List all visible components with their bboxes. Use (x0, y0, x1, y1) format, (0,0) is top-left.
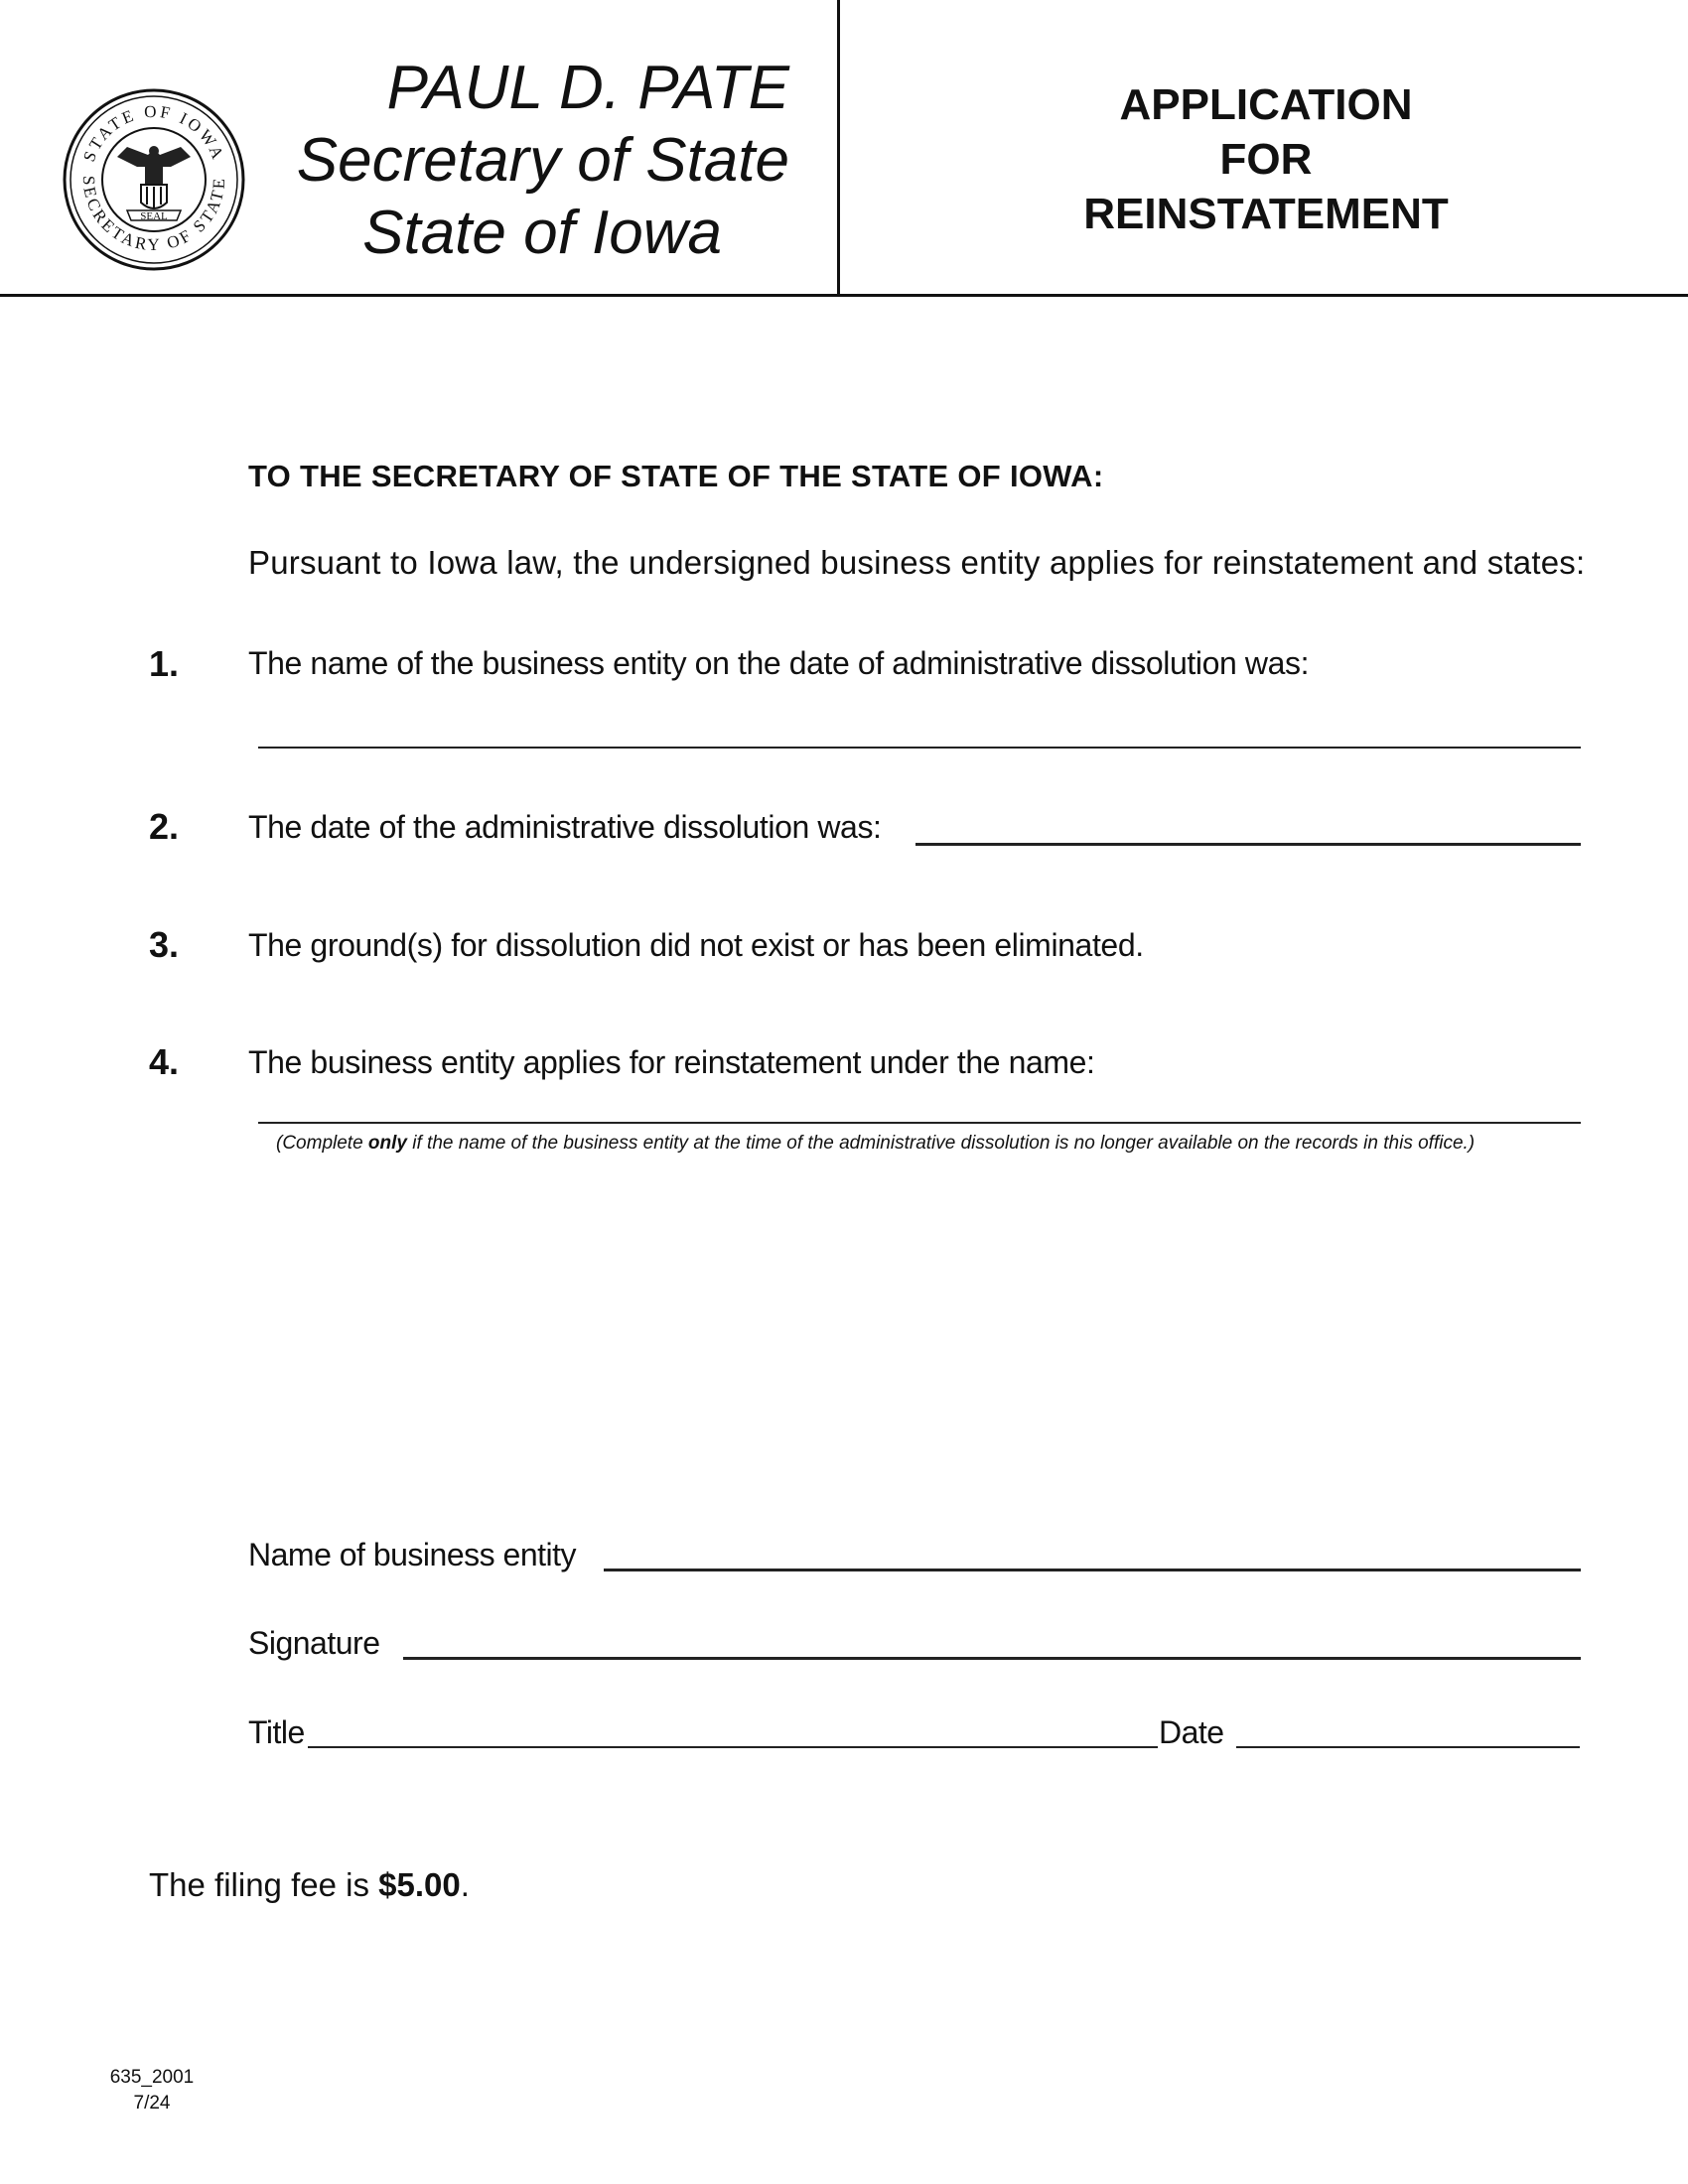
filing-fee (149, 1866, 470, 1904)
item-3-text: The ground(s) for dissolution did not exist or has been eliminated. (248, 927, 1144, 963)
form-title-line-3: REINSTATEMENT (1083, 190, 1449, 238)
official-block (248, 52, 789, 269)
form-title (993, 77, 1539, 241)
signature-field[interactable] (403, 1657, 1581, 1660)
title-label: Title (248, 1714, 305, 1750)
header-rule (0, 294, 1688, 297)
signature-label: Signature (248, 1625, 380, 1661)
item-3-number: 3. (149, 924, 180, 965)
note-prefix: (Complete (276, 1133, 368, 1154)
entity-name-field[interactable] (604, 1569, 1581, 1571)
salutation: TO THE SECRETARY OF STATE OF THE STATE OF IOWA: (248, 459, 1104, 493)
note-suffix: if the name of the business entity at the time of the administrative dissolution is no longer available on the records in this office.) (406, 1133, 1476, 1154)
seal-bottom-text: SECRETARY OF STATE (78, 175, 229, 255)
title-field[interactable] (308, 1746, 1158, 1748)
form-number-block (97, 2065, 207, 2116)
form-title-line-2: FOR (1219, 135, 1313, 184)
fee-amount: $5.00 (378, 1866, 461, 1903)
note-emphasis: only (367, 1133, 407, 1154)
fee-prefix: The filing fee is (149, 1866, 379, 1903)
date-label: Date (1159, 1714, 1224, 1750)
jurisdiction: State of Iowa (362, 199, 722, 267)
item-2-text: The date of the administrative dissolution was: (248, 809, 882, 845)
intro-text: Pursuant to Iowa law, the undersigned business entity applies for reinstatement and states: (248, 544, 1586, 581)
item-4-number: 4. (149, 1041, 180, 1082)
official-title: Secretary of State (296, 126, 789, 195)
reinstatement-name-field[interactable] (258, 1122, 1581, 1124)
fee-suffix: . (460, 1866, 470, 1903)
official-name: PAUL D. PATE (386, 54, 789, 122)
date-field[interactable] (1236, 1746, 1580, 1748)
dissolution-date-field[interactable] (915, 843, 1581, 846)
header-divider (837, 0, 840, 296)
name-field-note (276, 1133, 1475, 1155)
item-1-text: The name of the business entity on the date of administrative dissolution was: (248, 645, 1310, 681)
dissolved-name-field[interactable] (258, 747, 1581, 749)
seal-center-text: SEAL (140, 210, 168, 222)
form-revision: 7/24 (133, 2093, 171, 2114)
item-2-number: 2. (149, 806, 180, 847)
item-1-number: 1. (149, 643, 180, 684)
entity-name-label: Name of business entity (248, 1537, 576, 1572)
state-seal-icon (62, 87, 246, 272)
seal-top-text: STATE OF IOWA (79, 101, 228, 165)
form-title-line-1: APPLICATION (1119, 80, 1413, 129)
form-number: 635_2001 (109, 2067, 195, 2088)
item-4-text: The business entity applies for reinstatement under the name: (248, 1044, 1095, 1080)
